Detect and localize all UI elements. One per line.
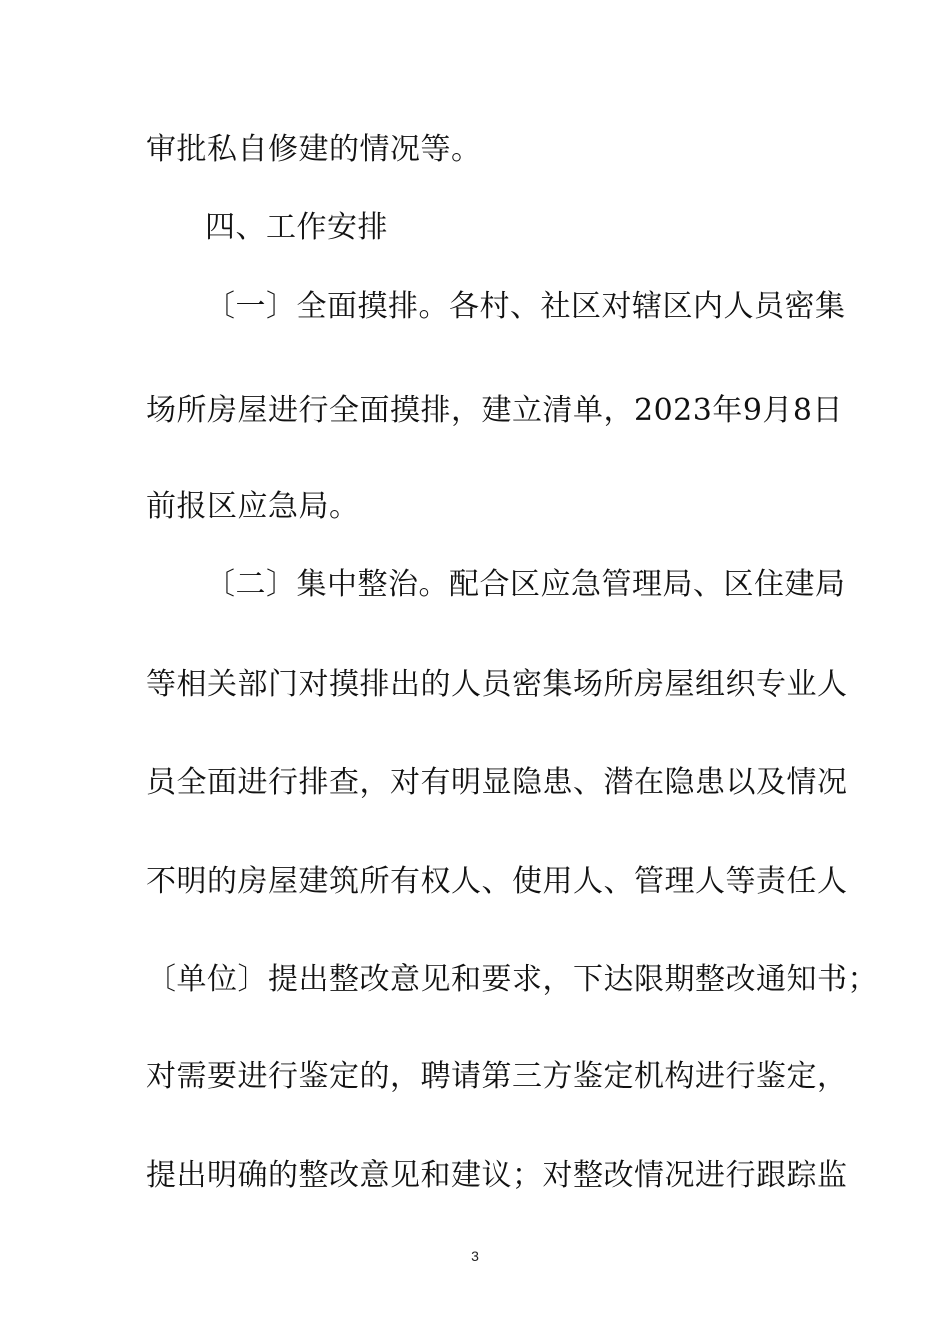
text-line-8: 员全面进行排查，对有明显隐患、潜在隐患以及情况 bbox=[146, 765, 848, 800]
text-line-1: 审批私自修建的情况等。 bbox=[146, 132, 482, 167]
text-line-6: 〔二〕集中整治。配合区应急管理局、区住建局 bbox=[205, 567, 846, 602]
text-line-11: 对需要进行鉴定的，聘请第三方鉴定机构进行鉴定， bbox=[146, 1059, 848, 1094]
text-line-7: 等相关部门对摸排出的人员密集场所房屋组织专业人 bbox=[146, 667, 848, 702]
text-line-10: 〔单位〕提出整改意见和要求，下达限期整改通知书； bbox=[146, 962, 878, 997]
text-line-3: 〔一〕全面摸排。各村、社区对辖区内人员密集 bbox=[205, 289, 846, 324]
page-number: 3 bbox=[471, 1248, 479, 1264]
text-line-4: 场所房屋进行全面摸排，建立清单，2023年9月8日 bbox=[146, 393, 844, 428]
text-line-9: 不明的房屋建筑所有权人、使用人、管理人等责任人 bbox=[146, 864, 848, 899]
text-line-5: 前报区应急局。 bbox=[146, 489, 360, 524]
text-line-12: 提出明确的整改意见和建议；对整改情况进行跟踪监 bbox=[146, 1158, 848, 1193]
section-heading: 四、工作安排 bbox=[205, 210, 388, 245]
